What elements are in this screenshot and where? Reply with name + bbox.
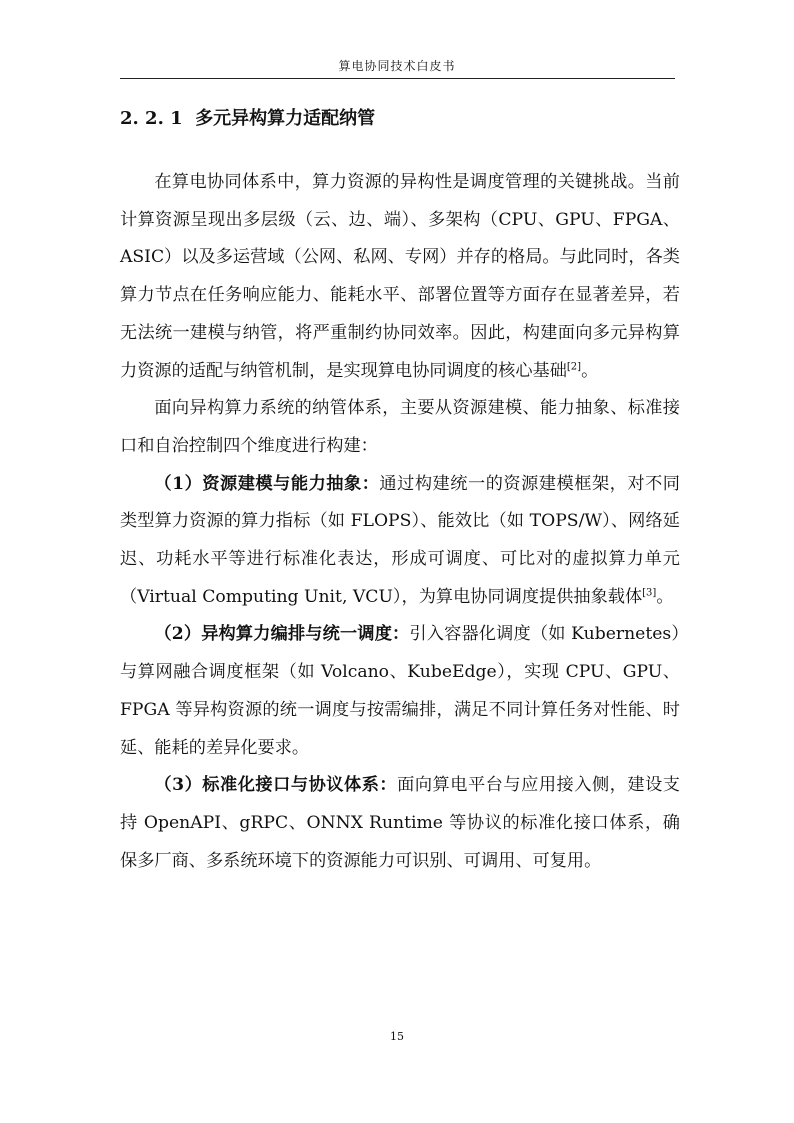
paragraph-overview (120, 390, 680, 465)
section-number: 2. 2. 1 (120, 108, 183, 129)
page-body (120, 104, 680, 880)
section-heading (120, 104, 680, 134)
paragraph-item-2 (120, 616, 680, 767)
running-header-title: 算电协同技术白皮书 (338, 59, 456, 73)
paragraph-tail: 。 (656, 586, 674, 607)
paragraph-item-3 (120, 767, 680, 880)
paragraph-intro (120, 164, 680, 390)
paragraph-text: 引入容器化调度（如 Kubernetes）与算网融合调度框架（如 Volcano、KubeEdge），实现 CPU、GPU、FPGA 等异构资源的统一调度与按需编排，满足不同计算任务对性能、时延、能耗的差异化要求。 (120, 624, 680, 758)
item-lead: （1）资源建模与能力抽象： (154, 473, 380, 494)
paragraph-text: 在算电协同体系中，算力资源的异构性是调度管理的关键挑战。当前计算资源呈现出多层级（云、边、端）、多架构（CPU、GPU、FPGA、ASIC）以及多运营域（公网、私网、专网）并存的格局。与此同时，各类算力节点在任务响应能力、能耗水平、部署位置等方面存在显著差异，若无法统一建模与纳管，将严重制约协同效率。因此，构建面向多元异构算力资源的适配与纳管机制，是实现算电协同调度的核心基础 (120, 172, 680, 381)
paragraph-text: 通过构建统一的资源建模框架，对不同类型算力资源的算力指标（如 FLOPS）、能效比（如 TOPS/W）、网络延迟、功耗水平等进行标准化表达，形成可调度、可比对的虚拟算力单元（Virtual Computing Unit, VCU），为算电协同调度提供抽象载体 (120, 473, 680, 607)
paragraph-tail: 。 (581, 360, 599, 381)
citation-ref: [3] (642, 587, 657, 598)
paragraph-text: 面向算电平台与应用接入侧，建设支持 OpenAPI、gRPC、ONNX Runtime 等协议的标准化接口体系，确保多厂商、多系统环境下的资源能力可识别、可调用、可复用。 (120, 775, 680, 871)
item-lead: （2）异构算力编排与统一调度： (154, 624, 410, 645)
paragraph-text: 面向异构算力系统的纳管体系，主要从资源建模、能力抽象、标准接口和自治控制四个维度进行构建： (120, 398, 680, 456)
paragraph-item-1 (120, 466, 680, 617)
header-divider (120, 78, 675, 79)
page-number: 15 (390, 1030, 404, 1043)
citation-ref: [2] (566, 360, 582, 372)
item-lead: （3）标准化接口与协议体系： (154, 775, 398, 796)
section-title: 多元异构算力适配纳管 (195, 108, 376, 129)
